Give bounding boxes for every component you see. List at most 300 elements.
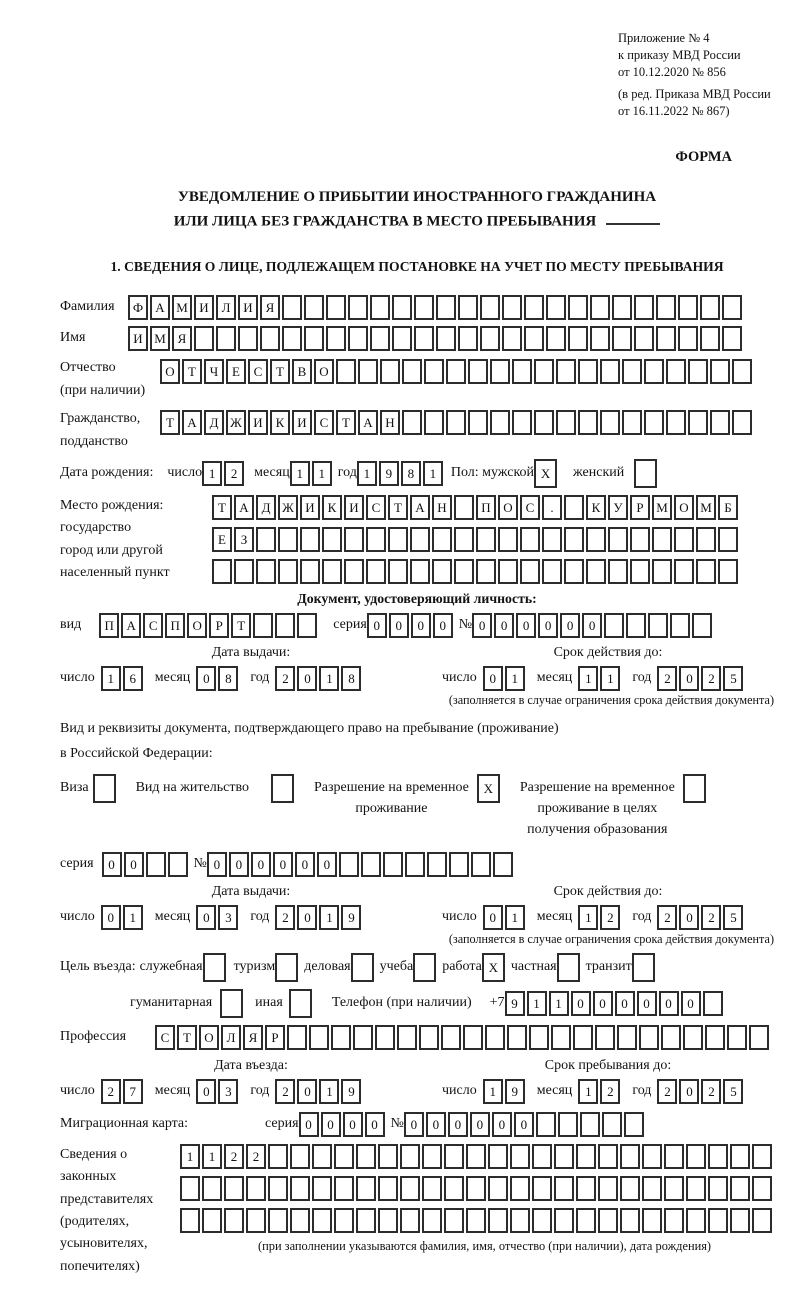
char-box[interactable] xyxy=(290,1144,310,1169)
char-box[interactable]: 1 xyxy=(202,461,222,486)
char-box[interactable] xyxy=(727,1025,747,1050)
char-box[interactable] xyxy=(326,295,346,320)
char-box[interactable] xyxy=(730,1144,750,1169)
char-box[interactable]: Д xyxy=(204,410,224,435)
char-box[interactable] xyxy=(648,613,668,638)
char-box[interactable] xyxy=(644,410,664,435)
char-box[interactable] xyxy=(432,559,452,584)
char-box[interactable] xyxy=(590,295,610,320)
char-box[interactable]: 2 xyxy=(701,666,721,691)
char-box[interactable]: 1 xyxy=(357,461,377,486)
char-box[interactable]: О xyxy=(187,613,207,638)
char-box[interactable] xyxy=(674,559,694,584)
char-box[interactable] xyxy=(480,295,500,320)
char-box[interactable] xyxy=(441,1025,461,1050)
char-box[interactable]: 0 xyxy=(615,991,635,1016)
char-box[interactable] xyxy=(493,852,513,877)
char-box[interactable]: 0 xyxy=(229,852,249,877)
char-box[interactable] xyxy=(634,326,654,351)
char-box[interactable] xyxy=(576,1208,596,1233)
char-box[interactable] xyxy=(510,1144,530,1169)
char-box[interactable] xyxy=(546,295,566,320)
char-box[interactable]: 1 xyxy=(527,991,547,1016)
char-box[interactable]: У xyxy=(608,495,628,520)
char-box[interactable] xyxy=(554,1208,574,1233)
char-box[interactable] xyxy=(664,1144,684,1169)
char-box[interactable] xyxy=(304,295,324,320)
char-box[interactable]: Т xyxy=(160,410,180,435)
char-box[interactable] xyxy=(664,1176,684,1201)
char-box[interactable] xyxy=(392,326,412,351)
char-box[interactable] xyxy=(480,326,500,351)
char-box[interactable] xyxy=(568,295,588,320)
char-box[interactable]: Р xyxy=(630,495,650,520)
char-box[interactable] xyxy=(278,527,298,552)
char-box[interactable] xyxy=(664,1208,684,1233)
char-box[interactable] xyxy=(718,559,738,584)
char-box[interactable] xyxy=(268,1144,288,1169)
char-box[interactable] xyxy=(718,527,738,552)
char-box[interactable]: 0 xyxy=(538,613,558,638)
char-box[interactable] xyxy=(414,295,434,320)
char-box[interactable]: 2 xyxy=(224,1144,244,1169)
char-box[interactable] xyxy=(378,1144,398,1169)
char-box[interactable] xyxy=(392,295,412,320)
char-box[interactable] xyxy=(246,1176,266,1201)
char-box[interactable]: 8 xyxy=(401,461,421,486)
char-box[interactable]: О xyxy=(314,359,334,384)
char-box[interactable] xyxy=(446,410,466,435)
char-box[interactable] xyxy=(666,410,686,435)
char-box[interactable] xyxy=(458,326,478,351)
char-box[interactable]: 1 xyxy=(319,666,339,691)
char-box[interactable] xyxy=(260,326,280,351)
char-box[interactable] xyxy=(427,852,447,877)
char-box[interactable] xyxy=(557,953,580,982)
char-box[interactable]: 8 xyxy=(218,666,238,691)
char-box[interactable]: Н xyxy=(380,410,400,435)
char-box[interactable] xyxy=(556,410,576,435)
char-box[interactable]: С xyxy=(314,410,334,435)
char-box[interactable]: 0 xyxy=(297,666,317,691)
char-box[interactable] xyxy=(630,527,650,552)
char-box[interactable] xyxy=(388,559,408,584)
char-box[interactable] xyxy=(289,989,312,1018)
char-box[interactable] xyxy=(326,326,346,351)
char-box[interactable] xyxy=(564,495,584,520)
char-box[interactable]: 0 xyxy=(297,1079,317,1104)
char-box[interactable] xyxy=(510,1176,530,1201)
char-box[interactable] xyxy=(598,1208,618,1233)
char-box[interactable] xyxy=(432,527,452,552)
char-box[interactable] xyxy=(568,326,588,351)
char-box[interactable]: 2 xyxy=(600,905,620,930)
char-box[interactable]: 2 xyxy=(600,1079,620,1104)
char-box[interactable]: 0 xyxy=(389,613,409,638)
char-box[interactable]: Т xyxy=(212,495,232,520)
char-box[interactable]: Ж xyxy=(226,410,246,435)
char-box[interactable] xyxy=(595,1025,615,1050)
char-box[interactable] xyxy=(590,326,610,351)
char-box[interactable]: А xyxy=(234,495,254,520)
char-box[interactable] xyxy=(444,1144,464,1169)
char-box[interactable] xyxy=(348,295,368,320)
char-box[interactable] xyxy=(752,1144,772,1169)
char-box[interactable]: И xyxy=(300,495,320,520)
char-box[interactable] xyxy=(454,495,474,520)
char-box[interactable] xyxy=(366,559,386,584)
char-box[interactable] xyxy=(282,326,302,351)
char-box[interactable]: 5 xyxy=(723,1079,743,1104)
char-box[interactable]: 2 xyxy=(101,1079,121,1104)
char-box[interactable]: 0 xyxy=(516,613,536,638)
char-box[interactable] xyxy=(490,410,510,435)
char-box[interactable] xyxy=(300,527,320,552)
char-box[interactable]: 8 xyxy=(341,666,361,691)
char-box[interactable]: 0 xyxy=(448,1112,468,1137)
char-box[interactable] xyxy=(400,1176,420,1201)
char-box[interactable]: Т xyxy=(182,359,202,384)
char-box[interactable] xyxy=(617,1025,637,1050)
char-box[interactable] xyxy=(444,1176,464,1201)
char-box[interactable]: 0 xyxy=(582,613,602,638)
char-box[interactable]: 5 xyxy=(723,905,743,930)
char-box[interactable]: 2 xyxy=(275,905,295,930)
char-box[interactable] xyxy=(287,1025,307,1050)
char-box[interactable] xyxy=(703,991,723,1016)
char-box[interactable] xyxy=(405,852,425,877)
char-box[interactable]: 0 xyxy=(426,1112,446,1137)
char-box[interactable]: М xyxy=(696,495,716,520)
char-box[interactable] xyxy=(732,410,752,435)
char-box[interactable]: 0 xyxy=(295,852,315,877)
char-box[interactable] xyxy=(224,1176,244,1201)
char-box[interactable] xyxy=(454,559,474,584)
char-box[interactable] xyxy=(630,559,650,584)
char-box[interactable]: X xyxy=(482,953,505,982)
char-box[interactable]: 1 xyxy=(578,1079,598,1104)
char-box[interactable]: О xyxy=(498,495,518,520)
char-box[interactable] xyxy=(339,852,359,877)
char-box[interactable] xyxy=(488,1144,508,1169)
char-box[interactable] xyxy=(564,527,584,552)
char-box[interactable]: . xyxy=(542,495,562,520)
char-box[interactable]: 0 xyxy=(593,991,613,1016)
char-box[interactable]: 1 xyxy=(319,1079,339,1104)
char-box[interactable]: 0 xyxy=(433,613,453,638)
char-box[interactable] xyxy=(466,1208,486,1233)
char-box[interactable] xyxy=(468,410,488,435)
char-box[interactable] xyxy=(576,1176,596,1201)
char-box[interactable] xyxy=(632,953,655,982)
char-box[interactable] xyxy=(397,1025,417,1050)
char-box[interactable] xyxy=(463,1025,483,1050)
char-box[interactable] xyxy=(180,1208,200,1233)
char-box[interactable]: Я xyxy=(243,1025,263,1050)
char-box[interactable] xyxy=(749,1025,769,1050)
char-box[interactable] xyxy=(532,1176,552,1201)
char-box[interactable] xyxy=(502,326,522,351)
char-box[interactable] xyxy=(546,326,566,351)
char-box[interactable] xyxy=(678,326,698,351)
char-box[interactable] xyxy=(542,559,562,584)
char-box[interactable] xyxy=(290,1176,310,1201)
char-box[interactable]: 0 xyxy=(494,613,514,638)
char-box[interactable] xyxy=(93,774,116,803)
char-box[interactable]: 1 xyxy=(312,461,332,486)
char-box[interactable] xyxy=(604,613,624,638)
char-box[interactable] xyxy=(378,1208,398,1233)
char-box[interactable]: 0 xyxy=(560,613,580,638)
char-box[interactable]: И xyxy=(292,410,312,435)
char-box[interactable] xyxy=(271,774,294,803)
char-box[interactable]: 0 xyxy=(251,852,271,877)
char-box[interactable]: 1 xyxy=(600,666,620,691)
char-box[interactable] xyxy=(700,326,720,351)
char-box[interactable] xyxy=(344,559,364,584)
char-box[interactable]: 0 xyxy=(101,905,121,930)
char-box[interactable] xyxy=(202,1208,222,1233)
char-box[interactable] xyxy=(353,1025,373,1050)
char-box[interactable] xyxy=(402,359,422,384)
char-box[interactable]: 2 xyxy=(701,1079,721,1104)
char-box[interactable]: С xyxy=(248,359,268,384)
char-box[interactable] xyxy=(488,1176,508,1201)
char-box[interactable]: С xyxy=(366,495,386,520)
char-box[interactable]: 0 xyxy=(411,613,431,638)
char-box[interactable] xyxy=(449,852,469,877)
char-box[interactable] xyxy=(661,1025,681,1050)
char-box[interactable] xyxy=(532,1144,552,1169)
char-box[interactable] xyxy=(322,527,342,552)
char-box[interactable]: К xyxy=(586,495,606,520)
char-box[interactable]: Т xyxy=(336,410,356,435)
char-box[interactable] xyxy=(730,1176,750,1201)
char-box[interactable] xyxy=(520,559,540,584)
char-box[interactable] xyxy=(564,559,584,584)
char-box[interactable] xyxy=(600,410,620,435)
char-box[interactable] xyxy=(312,1208,332,1233)
char-box[interactable] xyxy=(356,1208,376,1233)
char-box[interactable] xyxy=(688,359,708,384)
char-box[interactable]: П xyxy=(99,613,119,638)
char-box[interactable]: Е xyxy=(212,527,232,552)
char-box[interactable] xyxy=(351,953,374,982)
char-box[interactable] xyxy=(304,326,324,351)
char-box[interactable] xyxy=(656,295,676,320)
char-box[interactable]: 0 xyxy=(196,666,216,691)
char-box[interactable] xyxy=(666,359,686,384)
char-box[interactable] xyxy=(203,953,226,982)
char-box[interactable] xyxy=(275,953,298,982)
char-box[interactable] xyxy=(234,559,254,584)
char-box[interactable] xyxy=(598,1144,618,1169)
char-box[interactable] xyxy=(708,1176,728,1201)
char-box[interactable] xyxy=(180,1176,200,1201)
char-box[interactable] xyxy=(312,1176,332,1201)
char-box[interactable] xyxy=(652,527,672,552)
char-box[interactable] xyxy=(700,295,720,320)
char-box[interactable]: С xyxy=(520,495,540,520)
char-box[interactable] xyxy=(400,1208,420,1233)
char-box[interactable] xyxy=(542,527,562,552)
char-box[interactable]: 2 xyxy=(657,905,677,930)
char-box[interactable] xyxy=(534,359,554,384)
char-box[interactable] xyxy=(634,459,657,488)
char-box[interactable]: Ч xyxy=(204,359,224,384)
char-box[interactable] xyxy=(536,1112,556,1137)
char-box[interactable]: 1 xyxy=(202,1144,222,1169)
char-box[interactable]: Л xyxy=(221,1025,241,1050)
char-box[interactable] xyxy=(300,559,320,584)
char-box[interactable] xyxy=(683,774,706,803)
char-box[interactable] xyxy=(146,852,166,877)
char-box[interactable] xyxy=(336,359,356,384)
char-box[interactable] xyxy=(512,359,532,384)
char-box[interactable] xyxy=(674,527,694,552)
char-box[interactable]: К xyxy=(270,410,290,435)
char-box[interactable]: 0 xyxy=(124,852,144,877)
char-box[interactable] xyxy=(524,295,544,320)
char-box[interactable]: 0 xyxy=(472,613,492,638)
char-box[interactable] xyxy=(366,527,386,552)
char-box[interactable] xyxy=(710,410,730,435)
char-box[interactable]: 0 xyxy=(483,905,503,930)
char-box[interactable] xyxy=(410,527,430,552)
char-box[interactable]: О xyxy=(160,359,180,384)
char-box[interactable]: 0 xyxy=(273,852,293,877)
char-box[interactable] xyxy=(168,852,188,877)
char-box[interactable]: 0 xyxy=(299,1112,319,1137)
char-box[interactable] xyxy=(344,527,364,552)
char-box[interactable] xyxy=(656,326,676,351)
char-box[interactable] xyxy=(256,559,276,584)
char-box[interactable] xyxy=(436,326,456,351)
char-box[interactable]: Б xyxy=(718,495,738,520)
char-box[interactable]: 6 xyxy=(123,666,143,691)
char-box[interactable] xyxy=(216,326,236,351)
char-box[interactable] xyxy=(334,1208,354,1233)
char-box[interactable] xyxy=(488,1208,508,1233)
char-box[interactable]: 0 xyxy=(317,852,337,877)
char-box[interactable] xyxy=(424,359,444,384)
char-box[interactable]: Р xyxy=(265,1025,285,1050)
char-box[interactable] xyxy=(476,559,496,584)
char-box[interactable] xyxy=(696,527,716,552)
char-box[interactable]: 9 xyxy=(505,1079,525,1104)
char-box[interactable] xyxy=(356,1144,376,1169)
char-box[interactable] xyxy=(275,613,295,638)
char-box[interactable] xyxy=(424,410,444,435)
char-box[interactable] xyxy=(212,559,232,584)
char-box[interactable] xyxy=(220,989,243,1018)
char-box[interactable]: П xyxy=(476,495,496,520)
char-box[interactable] xyxy=(686,1208,706,1233)
char-box[interactable]: Д xyxy=(256,495,276,520)
char-box[interactable] xyxy=(644,359,664,384)
char-box[interactable] xyxy=(620,1208,640,1233)
char-box[interactable]: 0 xyxy=(367,613,387,638)
char-box[interactable] xyxy=(612,326,632,351)
char-box[interactable] xyxy=(586,527,606,552)
char-box[interactable] xyxy=(253,613,273,638)
char-box[interactable] xyxy=(586,559,606,584)
char-box[interactable] xyxy=(642,1144,662,1169)
char-box[interactable]: 1 xyxy=(319,905,339,930)
char-box[interactable] xyxy=(686,1144,706,1169)
char-box[interactable] xyxy=(322,559,342,584)
char-box[interactable]: X xyxy=(477,774,500,803)
char-box[interactable] xyxy=(268,1208,288,1233)
char-box[interactable] xyxy=(554,1176,574,1201)
char-box[interactable]: А xyxy=(182,410,202,435)
char-box[interactable]: 9 xyxy=(341,905,361,930)
char-box[interactable]: 3 xyxy=(218,1079,238,1104)
char-box[interactable] xyxy=(490,359,510,384)
char-box[interactable] xyxy=(622,359,642,384)
char-box[interactable]: 9 xyxy=(379,461,399,486)
char-box[interactable]: 1 xyxy=(578,666,598,691)
char-box[interactable] xyxy=(600,359,620,384)
char-box[interactable] xyxy=(573,1025,593,1050)
char-box[interactable] xyxy=(383,852,403,877)
char-box[interactable] xyxy=(348,326,368,351)
char-box[interactable] xyxy=(507,1025,527,1050)
char-box[interactable] xyxy=(334,1144,354,1169)
char-box[interactable] xyxy=(380,359,400,384)
char-box[interactable] xyxy=(752,1176,772,1201)
char-box[interactable] xyxy=(652,559,672,584)
char-box[interactable] xyxy=(468,359,488,384)
char-box[interactable] xyxy=(708,1144,728,1169)
char-box[interactable]: 1 xyxy=(505,905,525,930)
char-box[interactable] xyxy=(378,1176,398,1201)
char-box[interactable] xyxy=(446,359,466,384)
char-box[interactable]: Н xyxy=(432,495,452,520)
char-box[interactable]: 0 xyxy=(102,852,122,877)
char-box[interactable] xyxy=(670,613,690,638)
char-box[interactable] xyxy=(578,359,598,384)
char-box[interactable]: И xyxy=(248,410,268,435)
char-box[interactable]: М xyxy=(150,326,170,351)
char-box[interactable] xyxy=(598,1176,618,1201)
char-box[interactable]: А xyxy=(121,613,141,638)
char-box[interactable] xyxy=(710,359,730,384)
char-box[interactable]: 0 xyxy=(492,1112,512,1137)
char-box[interactable] xyxy=(202,1176,222,1201)
char-box[interactable]: 2 xyxy=(224,461,244,486)
char-box[interactable]: 7 xyxy=(123,1079,143,1104)
char-box[interactable]: М xyxy=(652,495,672,520)
char-box[interactable]: 1 xyxy=(123,905,143,930)
char-box[interactable] xyxy=(642,1208,662,1233)
char-box[interactable]: И xyxy=(238,295,258,320)
char-box[interactable] xyxy=(602,1112,622,1137)
char-box[interactable]: Е xyxy=(226,359,246,384)
char-box[interactable] xyxy=(356,1176,376,1201)
char-box[interactable] xyxy=(692,613,712,638)
char-box[interactable] xyxy=(312,1144,332,1169)
char-box[interactable]: 2 xyxy=(657,1079,677,1104)
char-box[interactable]: 0 xyxy=(637,991,657,1016)
char-box[interactable]: 0 xyxy=(571,991,591,1016)
char-box[interactable]: 0 xyxy=(196,905,216,930)
char-box[interactable]: И xyxy=(344,495,364,520)
char-box[interactable] xyxy=(529,1025,549,1050)
char-box[interactable] xyxy=(554,1144,574,1169)
char-box[interactable] xyxy=(580,1112,600,1137)
char-box[interactable] xyxy=(722,326,742,351)
